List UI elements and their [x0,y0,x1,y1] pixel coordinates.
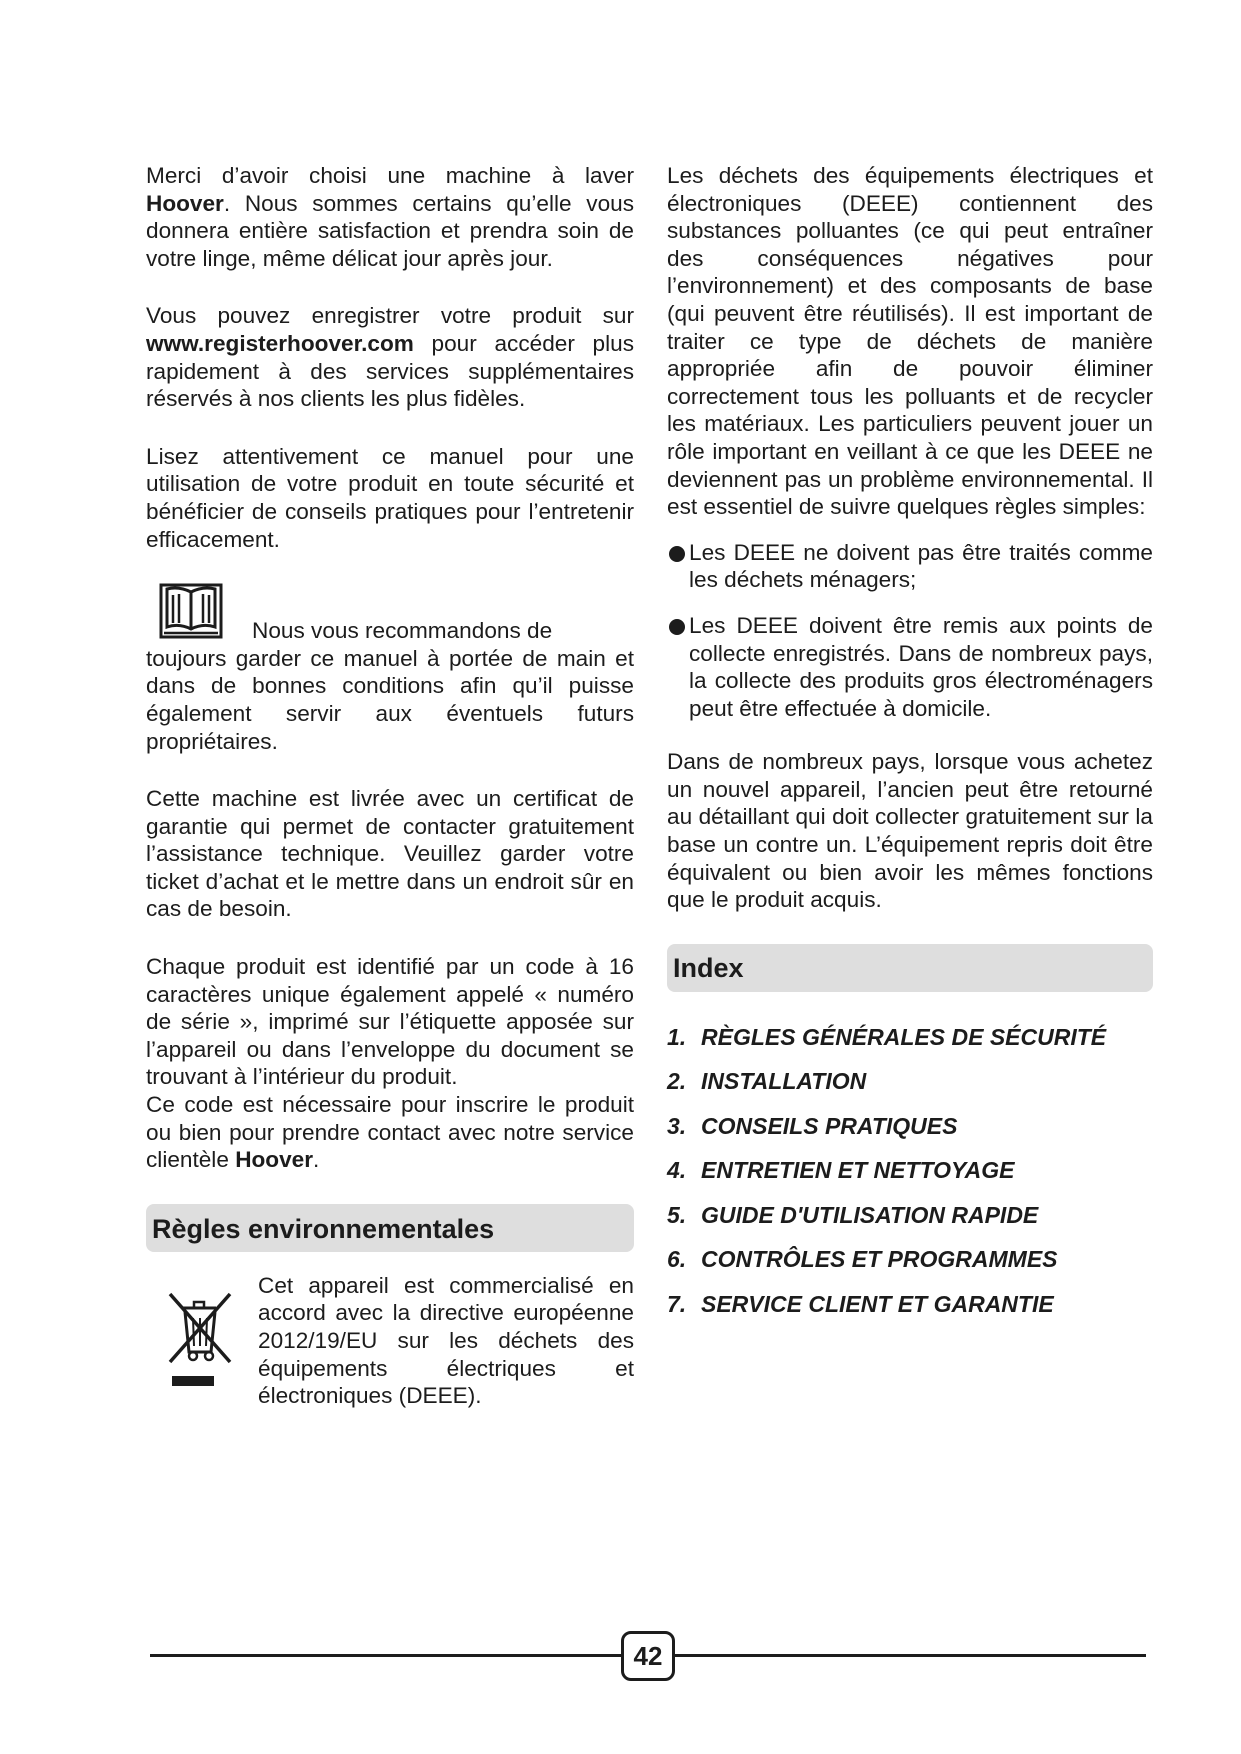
book-icon [158,583,224,639]
index-list [667,1024,1153,1336]
page-number: 42 [621,1631,675,1681]
index-item[interactable]: 3. CONSEILS PRATIQUES [667,1112,958,1139]
left-column [146,162,634,1410]
warranty-paragraph: Cette machine est livrée avec un certificat de garantie qui permet de contacter gratuitement l’assistance technique. Veuillez garder votre ticket d’achat et le mettre dans un endroit sûr en cas de besoin. [146,786,634,922]
register-url: www.registerhoover.com [146,330,414,356]
brand-name: Hoover [146,190,224,216]
weee-block [146,1272,634,1410]
code-paragraph: Ce code est nécessaire pour inscrire le produit ou bien pour prendre contact avec notre service clientèle Hoover. [146,1092,634,1173]
index-item[interactable]: 4. ENTRETIEN ET NETTOYAGE [667,1157,1015,1184]
bullet-item: Les DEEE ne doivent pas être traités comme les déchets ménagers; [667,539,1153,594]
weee-info-paragraph: Les déchets des équipements électriques et électroniques (DEEE) contiennent des substances polluantes (ce qui peut entraîner des conséquences négatives pour l’environnement) et des composants de base (qui peuvent être réutilisés). Il est important de traiter ce type de déchets de manière appropriée afin de pouvoir éliminer correctement tous les polluants et de recycler les matériaux. Les particuliers peuvent jouer un rôle important en veillant à ce que les DEEE ne deviennent pas un problème environnemental. Il est essentiel de suivre quelques règles simples: [667,163,1153,520]
intro-paragraph: Merci d’avoir choisi une machine à laver Hoover. Nous sommes certains qu’elle vous donnera entière satisfaction et prendra soin de votre linge, même délicat jour après jour. [146,163,634,271]
footer-rule-left [150,1654,621,1657]
index-item[interactable]: 2. INSTALLATION [667,1068,867,1095]
index-item[interactable]: 1. RÈGLES GÉNÉRALES DE SÉCURITÉ [667,1023,1107,1050]
read-manual-paragraph: Lisez attentivement ce manuel pour une utilisation de votre produit en toute sécurité et bénéficier de conseils pratiques pour l’entretenir efficacement. [146,443,634,552]
brand-name: Hoover [235,1147,314,1173]
index-item[interactable]: 5. GUIDE D'UTILISATION RAPIDE [667,1201,1039,1228]
bullet-item: Les DEEE doivent être remis aux points de collecte enregistrés. Dans de nombreux pays, la collecte des produits gros électroménagers peut être effectuée à domicile. [667,612,1153,722]
keep-manual-block [146,583,634,755]
index-item[interactable]: 7. SERVICE CLIENT ET GARANTIE [667,1290,1054,1317]
serial-paragraph: Chaque produit est identifié par un code à 16 caractères unique également appelé « numéro de série », imprimé sur l’étiquette apposée sur l’appareil ou dans l’enveloppe du document se trouvant à l’intérieur du produit. [146,954,634,1090]
section-title-environment: Règles environnementales [146,1204,634,1252]
return-paragraph: Dans de nombreux pays, lorsque vous achetez un nouvel appareil, l’ancien peut être retourné au détaillant qui doit collecter gratuitement sur la base un contre un. L’équipement repris doit être équivalent ou bien avoir les mêmes fonctions que le produit acquis. [667,749,1153,913]
index-title: Index [667,944,1153,992]
crossed-bin-icon [166,1290,236,1390]
keep-manual-paragraph: Nous vous recommandons de toujours garder ce manuel à portée de main et dans de bonnes conditions afin qu’il puisse également servir aux éventuels futurs propriétaires. [146,618,634,754]
footer-rule-right [675,1654,1146,1657]
right-column [667,162,1153,1335]
register-paragraph: Vous pouvez enregistrer votre produit sur www.registerhoover.com pour accéder plus rapidement à des services supplémentaires réservés à nos clients les plus fidèles. [146,303,634,412]
weee-directive-text: Cet appareil est commercialisé en accord avec la directive européenne 2012/19/EU sur les déchets des équipements électriques et électroniques (DEEE). [258,1272,634,1409]
index-item[interactable]: 6. CONTRÔLES ET PROGRAMMES [667,1246,1058,1273]
